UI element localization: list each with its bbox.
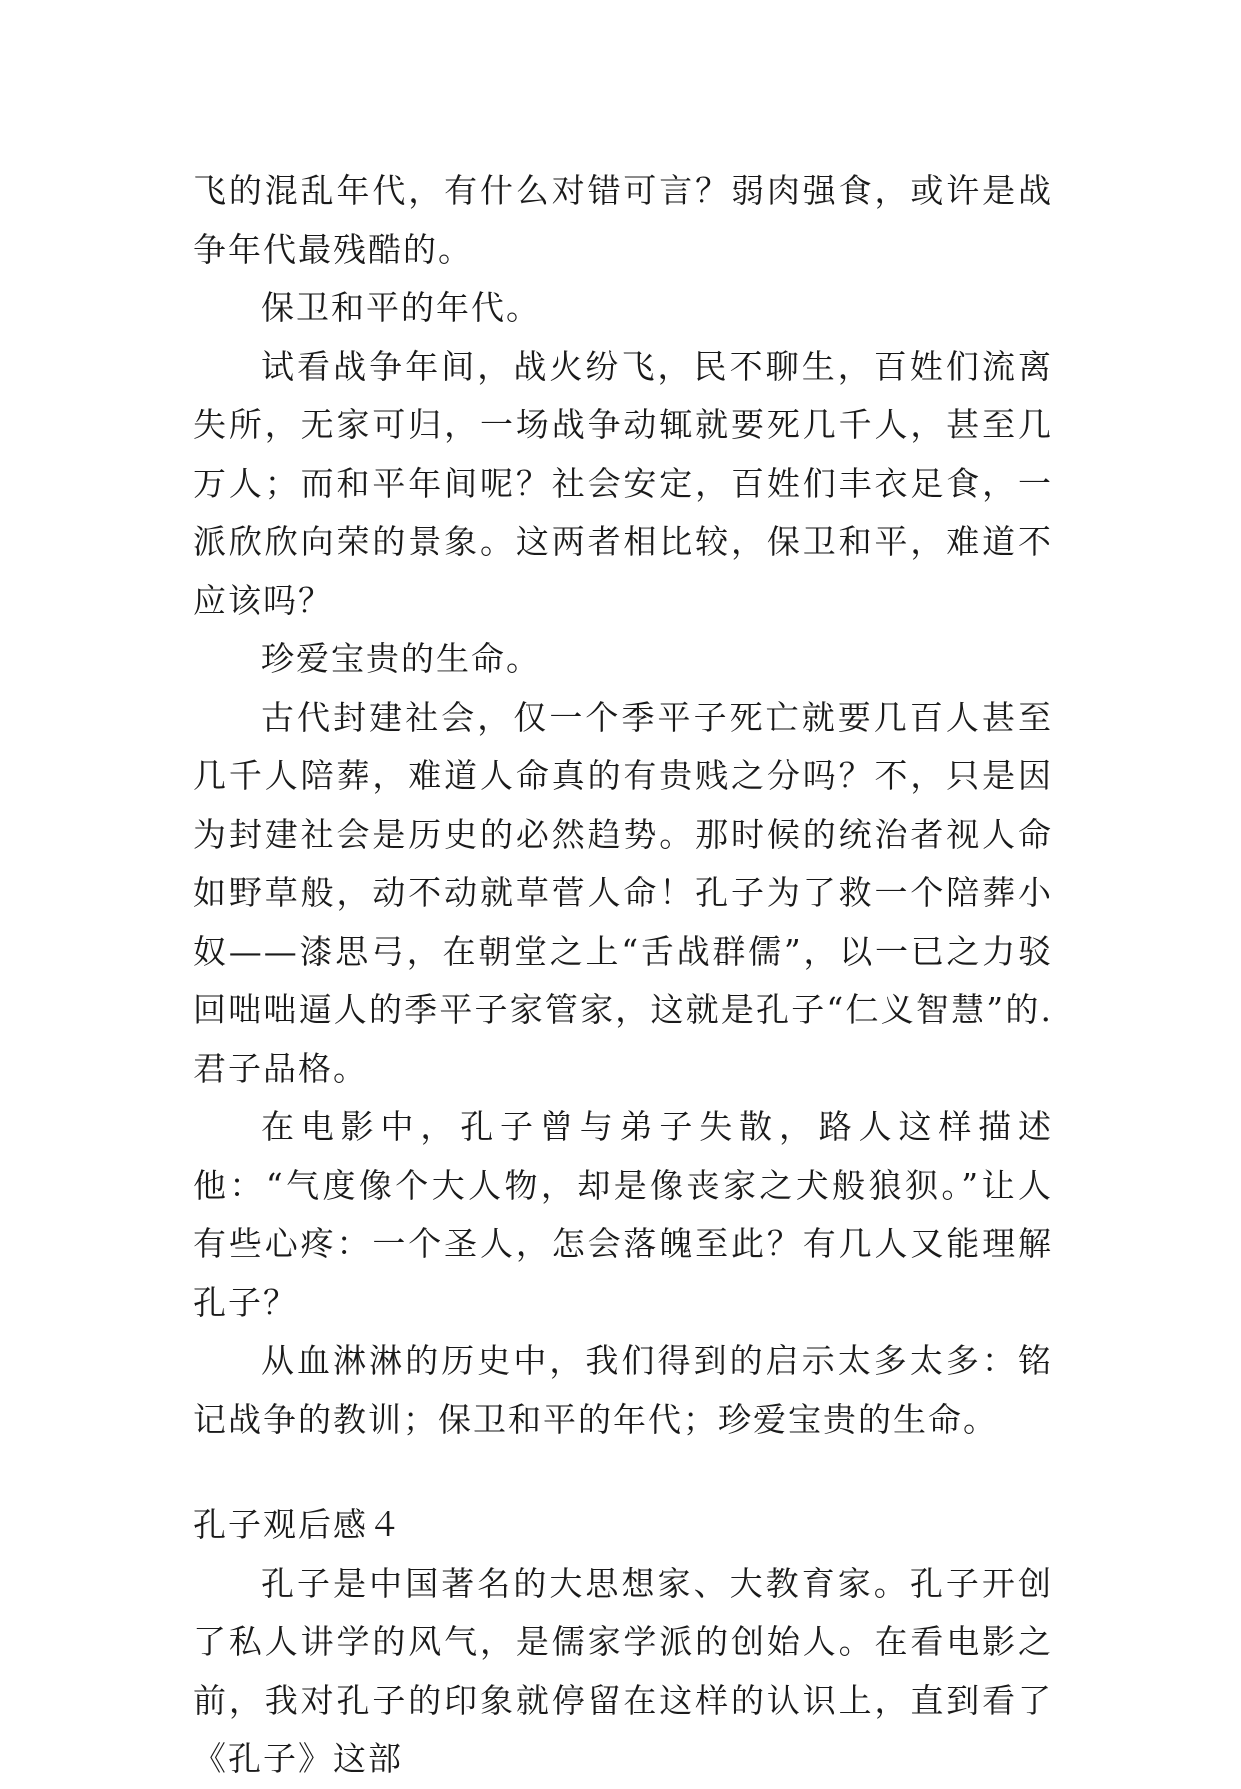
- paragraph-7: 从血淋淋的历史中，我们得到的启示太多太多：铭记战争的教训；保卫和平的年代；珍爱宝贵的生命。: [193, 1341, 1053, 1439]
- section-heading: 孔子观后感４: [193, 1505, 403, 1544]
- document-body: [193, 162, 1053, 1789]
- paragraph-1: 飞的混乱年代，有什么对错可言？弱肉强食，或许是战争年代最残酷的。: [193, 171, 1053, 269]
- paragraph-3: 试看战争年间，战火纷飞，民不聊生，百姓们流离失所，无家可归，一场战争动辄就要死几千人，甚至几万人；而和平年间呢？社会安定，百姓们丰衣足食，一派欣欣向荣的景象。这两者相比较，保卫和平，难道不应该吗？: [193, 346, 1053, 620]
- paragraph-8: 孔子是中国著名的大思想家、大教育家。孔子开创了私人讲学的风气，是儒家学派的创始人。在看电影之前，我对孔子的印象就停留在这样的认识上，直到看了《孔子》这部: [193, 1563, 1053, 1778]
- paragraph-6: 在电影中，孔子曾与弟子失散，路人这样描述他：“气度像个大人物，却是像丧家之犬般狼狈。”让人有些心疼：一个圣人，怎会落魄至此？有几人又能理解孔子？: [193, 1107, 1053, 1322]
- paragraph-4: 珍爱宝贵的生命。: [261, 639, 541, 678]
- paragraph-5: 古代封建社会，仅一个季平子死亡就要几百人甚至几千人陪葬，难道人命真的有贵贱之分吗？不，只是因为封建社会是历史的必然趋势。那时候的统治者视人命如野草般，动不动就草菅人命！孔子为了救一个陪葬小奴——漆思弓，在朝堂之上“舌战群儒”，以一已之力驳回咄咄逼人的季平子家管家，这就是孔子“仁义智慧”的.君子品格。: [193, 697, 1053, 1088]
- paragraph-2: 保卫和平的年代。: [261, 288, 541, 327]
